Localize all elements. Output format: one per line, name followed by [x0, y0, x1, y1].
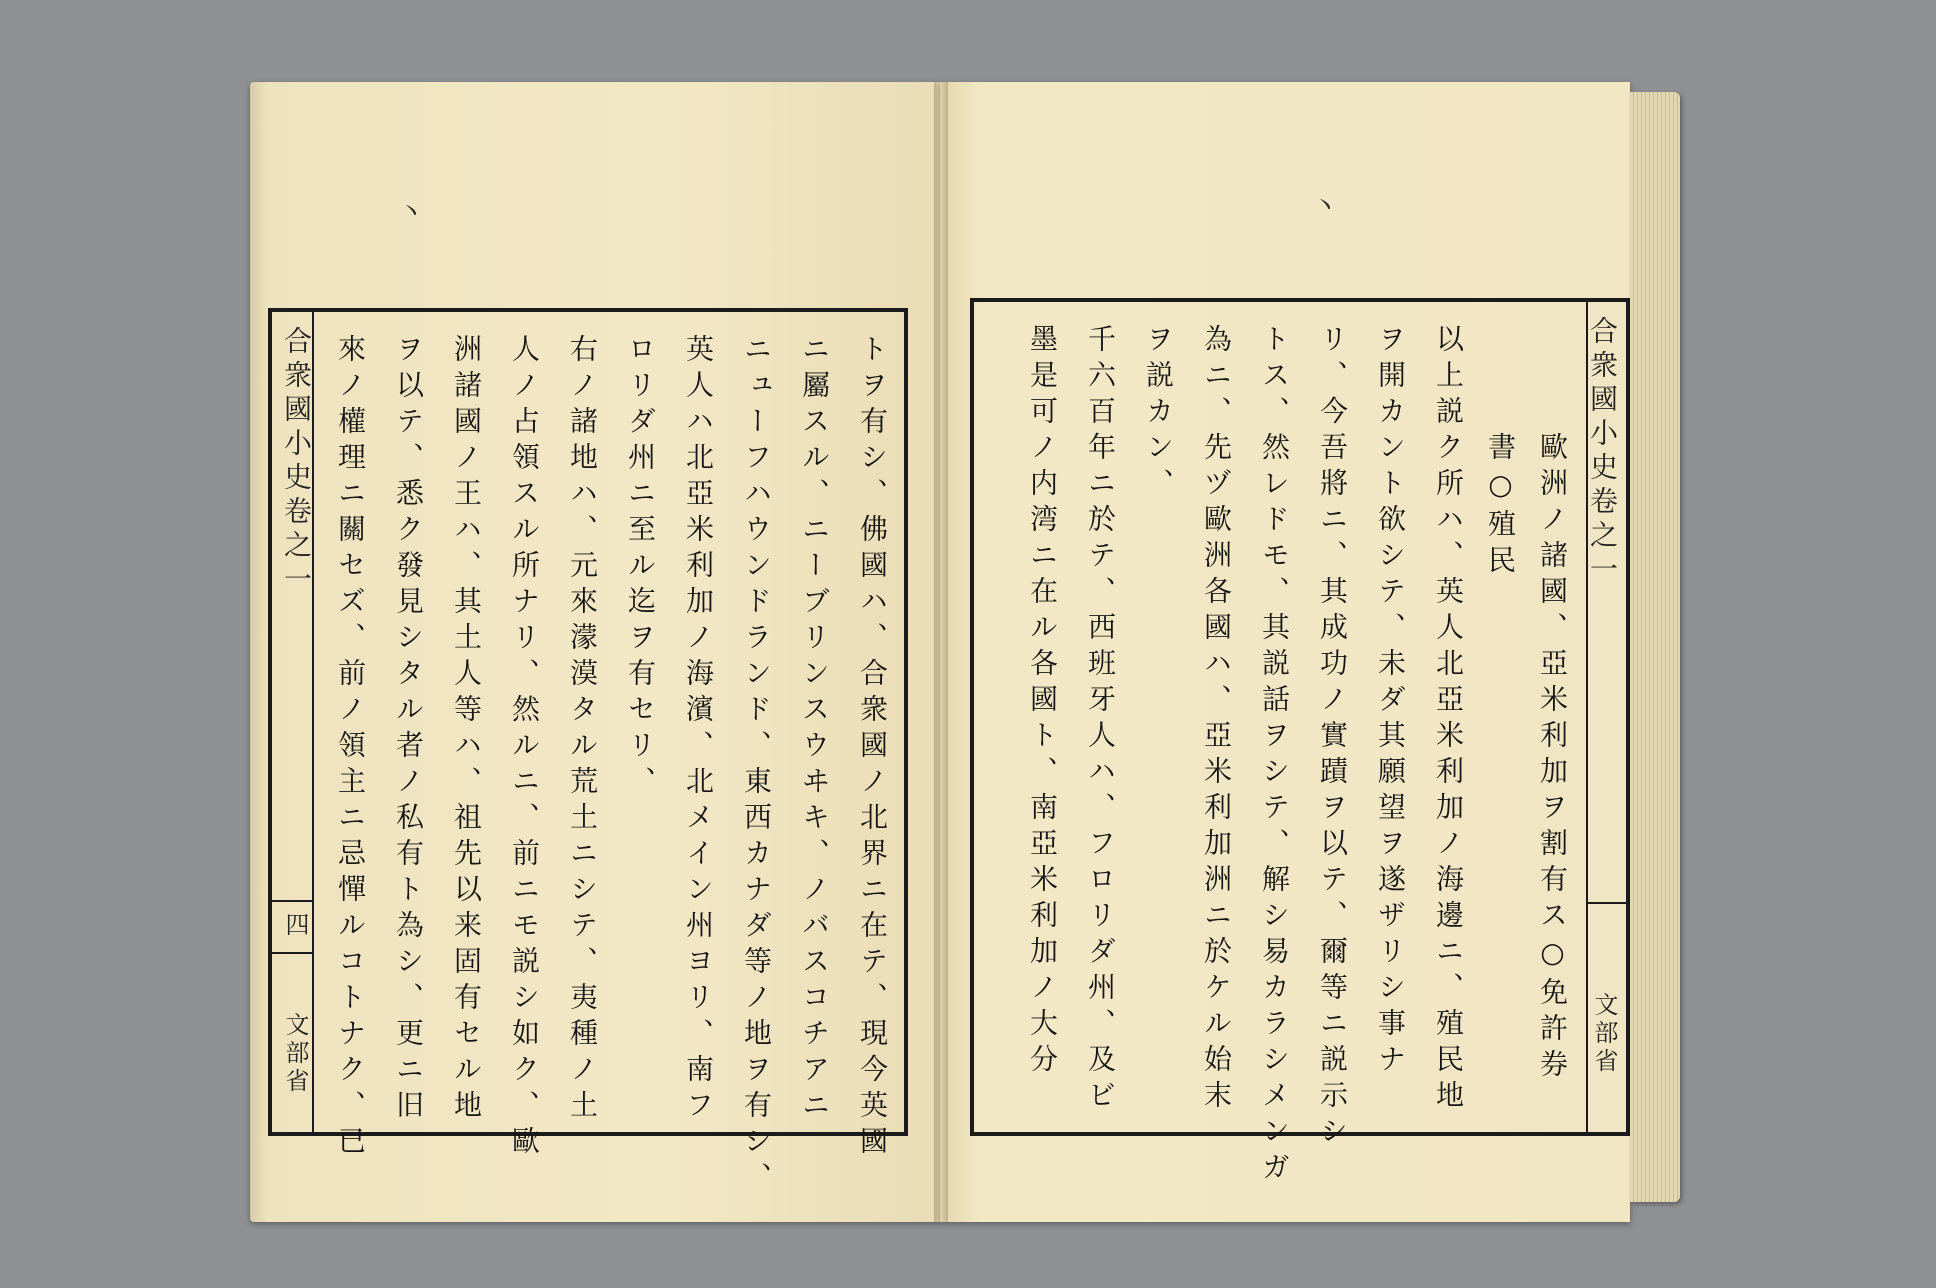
- text-column-6: 右ノ諸地ハ、元來濛漠タル荒土ニシテ、夷種ノ土: [566, 334, 599, 1126]
- left-text-frame: [268, 308, 908, 1198]
- left-publisher-label: 文部省: [281, 1012, 309, 1096]
- left-page: [250, 82, 940, 1222]
- text-column-3: リ、今吾將ニ、其成功ノ實蹟ヲ以テ、爾等ニ説示シ: [1316, 324, 1349, 1152]
- left-volume-label: 卷之一: [280, 496, 313, 598]
- text-column-7: 人ノ占領スル所ナリ、然ルニ、前ニモ説シ如ク、歐: [508, 334, 541, 1162]
- right-page-margin: [1586, 302, 1626, 1132]
- margin-divider: [1588, 902, 1626, 904]
- text-column-10: 來ノ權理ニ關セズ、前ノ領主ニ忌憚ルコトナク、已: [334, 334, 367, 1162]
- right-volume-label: 卷之一: [1586, 486, 1619, 588]
- open-book: [250, 82, 1680, 1222]
- left-margin-title: [276, 326, 316, 598]
- text-column-1: 以上説ク所ハ、英人北亞米利加ノ海邊ニ、殖民地: [1432, 324, 1465, 1116]
- margin-divider: [272, 900, 312, 902]
- text-column-7: 千六百年ニ於テ、西班牙人ハ、フロリダ州、及ビ: [1084, 324, 1117, 1116]
- text-column-5: ロリダ州ニ至ル迄ヲ有セリ、: [624, 334, 657, 802]
- chapter-heading: 歐洲ノ諸國、亞米利加ヲ割有ス○免許券: [1536, 432, 1569, 1085]
- right-text-frame: [970, 298, 1630, 1188]
- text-column-2: ニ屬スル、ニーブリンスウヰキ、ノバスコチアニ: [798, 334, 831, 1126]
- text-column-3: ニューフハウンドランド、東西カナダ等ノ地ヲ有シ、: [740, 334, 773, 1198]
- right-book-title: 合衆國小史: [1586, 316, 1619, 486]
- margin-divider: [272, 952, 312, 954]
- text-column-8: 洲諸國ノ王ハ、其土人等ハ、祖先以来固有セル地: [450, 334, 483, 1126]
- text-column-6: ヲ説カン、: [1142, 324, 1175, 504]
- text-column-9: ヲ以テ、悉ク發見シタル者ノ私有ト為シ、更ニ旧: [392, 334, 425, 1126]
- text-column-4: トス、然レドモ、其説話ヲシテ、解シ易カラシメンガ: [1258, 324, 1291, 1188]
- page-stack-edge: [1630, 92, 1680, 1202]
- book-gutter: [934, 82, 948, 1222]
- text-column-5: 為ニ、先ヅ歐洲各國ハ、亞米利加洲ニ於ケル始末: [1200, 324, 1233, 1116]
- chapter-subheading: 書○殖民: [1484, 432, 1517, 581]
- left-page-margin: [272, 312, 314, 1132]
- text-column-8: 墨是可ノ内湾ニ在ル各國ト、南亞米利加ノ大分: [1026, 324, 1059, 1080]
- right-page: [940, 82, 1630, 1222]
- text-column-1: トヲ有シ、佛國ハ、合衆國ノ北界ニ在テ、現今英國: [856, 334, 889, 1162]
- right-publisher-label: 文部省: [1590, 992, 1618, 1076]
- text-column-2: ヲ開カント欲シテ、未ダ其願望ヲ遂ザリシ事ナ: [1374, 324, 1407, 1080]
- left-book-title: 合衆國小史: [280, 326, 313, 496]
- ink-mark: 丶: [398, 198, 425, 228]
- left-page-number: 四: [281, 912, 309, 936]
- text-column-4: 英人ハ北亞米利加ノ海濱、北メイン州ヨリ、南フ: [682, 334, 715, 1126]
- right-margin-title: [1582, 316, 1622, 588]
- ink-mark: 丶: [1312, 192, 1339, 222]
